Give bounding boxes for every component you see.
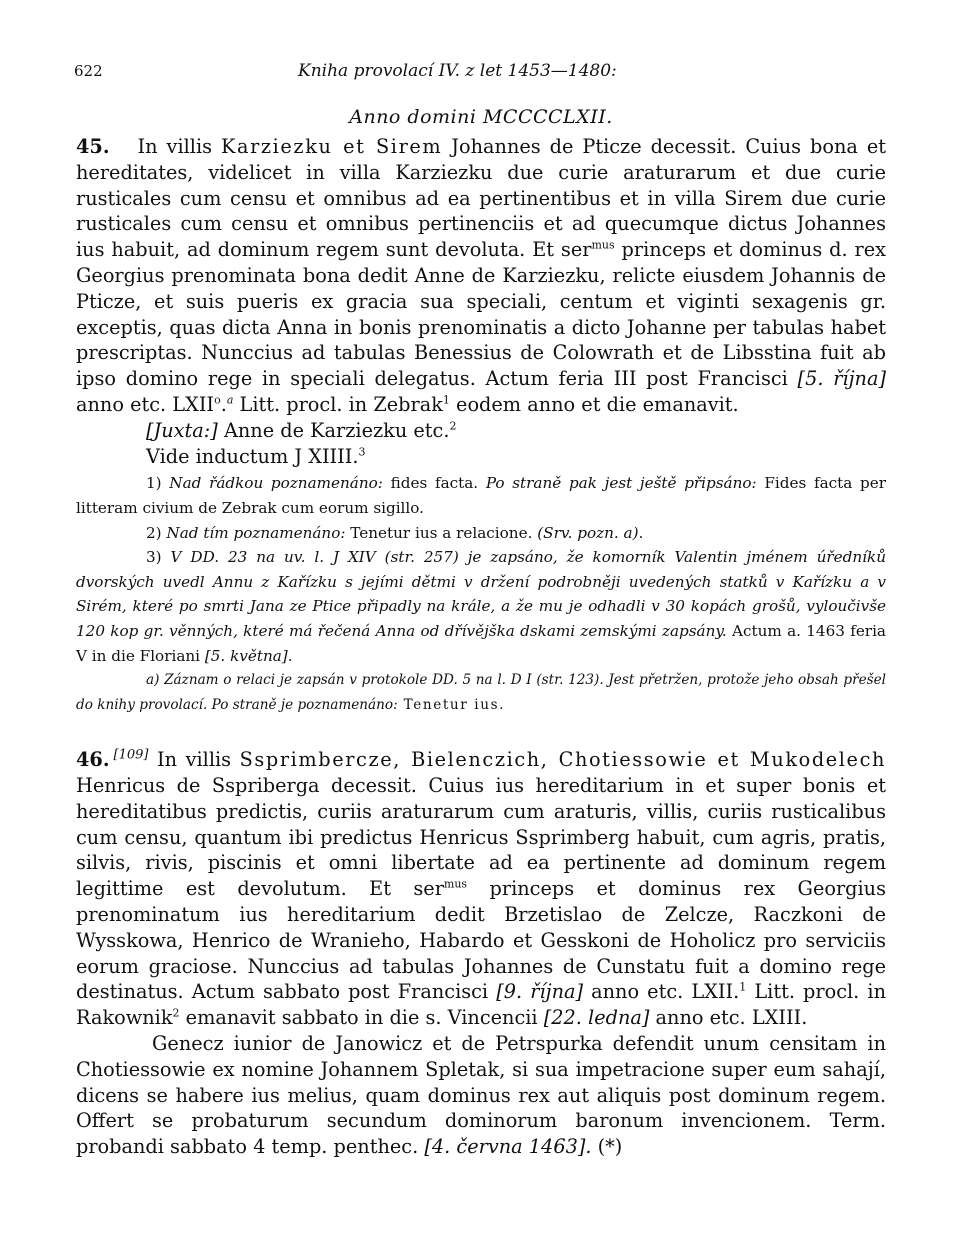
footnote-ref-a: a [226,393,234,407]
footnote-2: 2) Nad tím poznamenáno: Tenetur ius a relacione. (Srv. pozn. a). [146,523,644,542]
year-heading: Anno domini MCCCCLXII. [349,106,613,128]
vide-line: Vide inductum J XIIII.$^3$ [146,444,366,468]
date-annotation: [4. června 1463]. [424,1135,592,1159]
entry-number: 45. [76,135,110,158]
running-title: Kniha provolací IV. z let 1453—1480: [298,61,617,81]
page-number: 622 [74,62,103,80]
juxta-line: [Juxta:] Anne de Karziezku etc.$^2$ [146,418,457,442]
footnote-ref-1: 1 [442,393,450,407]
footnote-a: a) Záznam o relaci je zapsán v protokole DD. 5 na l. D I (str. 123). Jest přetržen, protože jeho obsah přešel do knihy provolací. Po straně je poznamenáno: Tenetur ius. [76,672,886,713]
running-header [76,56,886,92]
footnote-ref-2: 2 [172,1006,180,1020]
footnote-ref-1: 1 [739,981,747,995]
entry-45: 45. In villis Karziezku et Sirem Johannes de Pticze decessit. Cuius bona et hereditates, videlicet in villa Karziezku due curie araturarum et due curie rusticales cum censu et omnibus ad ea pertinentibus et in villa Sirem due curie rusticales cum censu et omnibus pertinenciis et ad quecumque dictus Johannes ius habuit, ad dominum regem sunt devoluta. Et ser$^{mus}$ princeps et dominus d. rex Georgius prenominata bona dedit Anne de Karziezku, relicte eiusdem Johannis de Pticze, et suis pueris ex gracia sua speciali, centum et viginti sexagenis gr. exceptis, quas dicta Anna in bonis prenominatis a dicto Johanne per tabulas habet prescriptas. Nunccius ad tabulas Benessius de Colowrath et de Libsstina fuit ab ipso domino rege in speciali delegatus. Actum feria III post Francisci [5. října] anno etc. LXII$^o$.$^a$ Litt. procl. in Zebrak$^1$ eodem anno et die emanavit. [76,135,886,416]
date-annotation: [22. ledna] [543,1006,650,1030]
footnote-1: 1) Nad řádkou poznamenáno: fides facta. Po straně pak jest ještě připsáno: Fides facta per litteram civium de Zebrak cum eorum sigillo. [76,474,886,517]
footnotes-45 [76,471,886,717]
date-annotation: [5. října] [797,367,886,391]
place-names: Karziezku et Sirem [220,135,443,158]
entry-46-section [76,747,886,1160]
date-annotation: [9. října] [496,980,584,1004]
footnote-3: 3) V DD. 23 na uv. l. J XIV (str. 257) je zapsáno, že komorník Valentin jménem úředníků dvorských uvedl Annu z Kařízku s jejími dětmi v držení podrobněji uvedených statků v Kařízku a v Sirém, které po smrti Jana ze Ptice připadly na krále, a že mu je odhadli v 30 kopách grošů, vyloučivše 120 kop gr. věnných, které má řečená Anna od dřívějška dskami zemskými zapsány. Actum a. 1463 feria V in die Floriani [5. května]. [76,548,886,665]
entry-46-paragraph-2: Genecz iunior de Janowicz et de Petrspurka defendit unum censitam in Chotiessowie ex nomine Johannem Spletak, si sua impetracione super eum sahají, dicens se habere ius melius, quam dominus rex aut aliquis post dominum regem. Offert se probaturum secundum dominorum baronum invencionem. Term. probandi sabbato 4 temp. penthec. [4. června 1463]. (*) [76,1032,886,1159]
entry-46: 46. [109] In villis Ssprimbercze, Bielenczich, Chotiessowie et Mukodelech Henricus de Sspriberga decessit. Cuius ius hereditarium in et super bonis et hereditatibus predictis, curiis araturarum cum araturis, villis, curiis rusticalibus cum censu, quantum ibi predictus Henricus Ssprimberg habuit, cum agris, pratis, silvis, rivis, piscinis et omni libertate ad ea pertinente ad dominum regem legittime est devolutum. Et ser$^{mus}$ princeps et dominus rex Georgius prenominatum ius hereditarium dedit Brzetislao de Zelcze, Raczkoni de Wysskowa, Henrico de Wranieho, Habardo et Gesskoni de Hoholicz pro serviciis eorum graciose. Nunccius ad tabulas Johannes de Cunstatu fuit a domino rege destinatus. Actum sabbato post Francisci [9. října] anno etc. LXII.$^1$ Litt. procl. in Rakownik$^2$ emanavit sabbato in die s. Vincencii [22. ledna] anno etc. LXIII. [76,747,886,1030]
footnote-ref-3: 3 [358,445,366,459]
margin-folio-ref: [109] [113,747,149,763]
page [76,56,886,1160]
place-names: Ssprimbercze, Bielenczich, Chotiessowie et Mukodelech [239,748,886,772]
footnote-ref-2: 2 [449,419,457,433]
entry-number: 46. [76,748,110,772]
